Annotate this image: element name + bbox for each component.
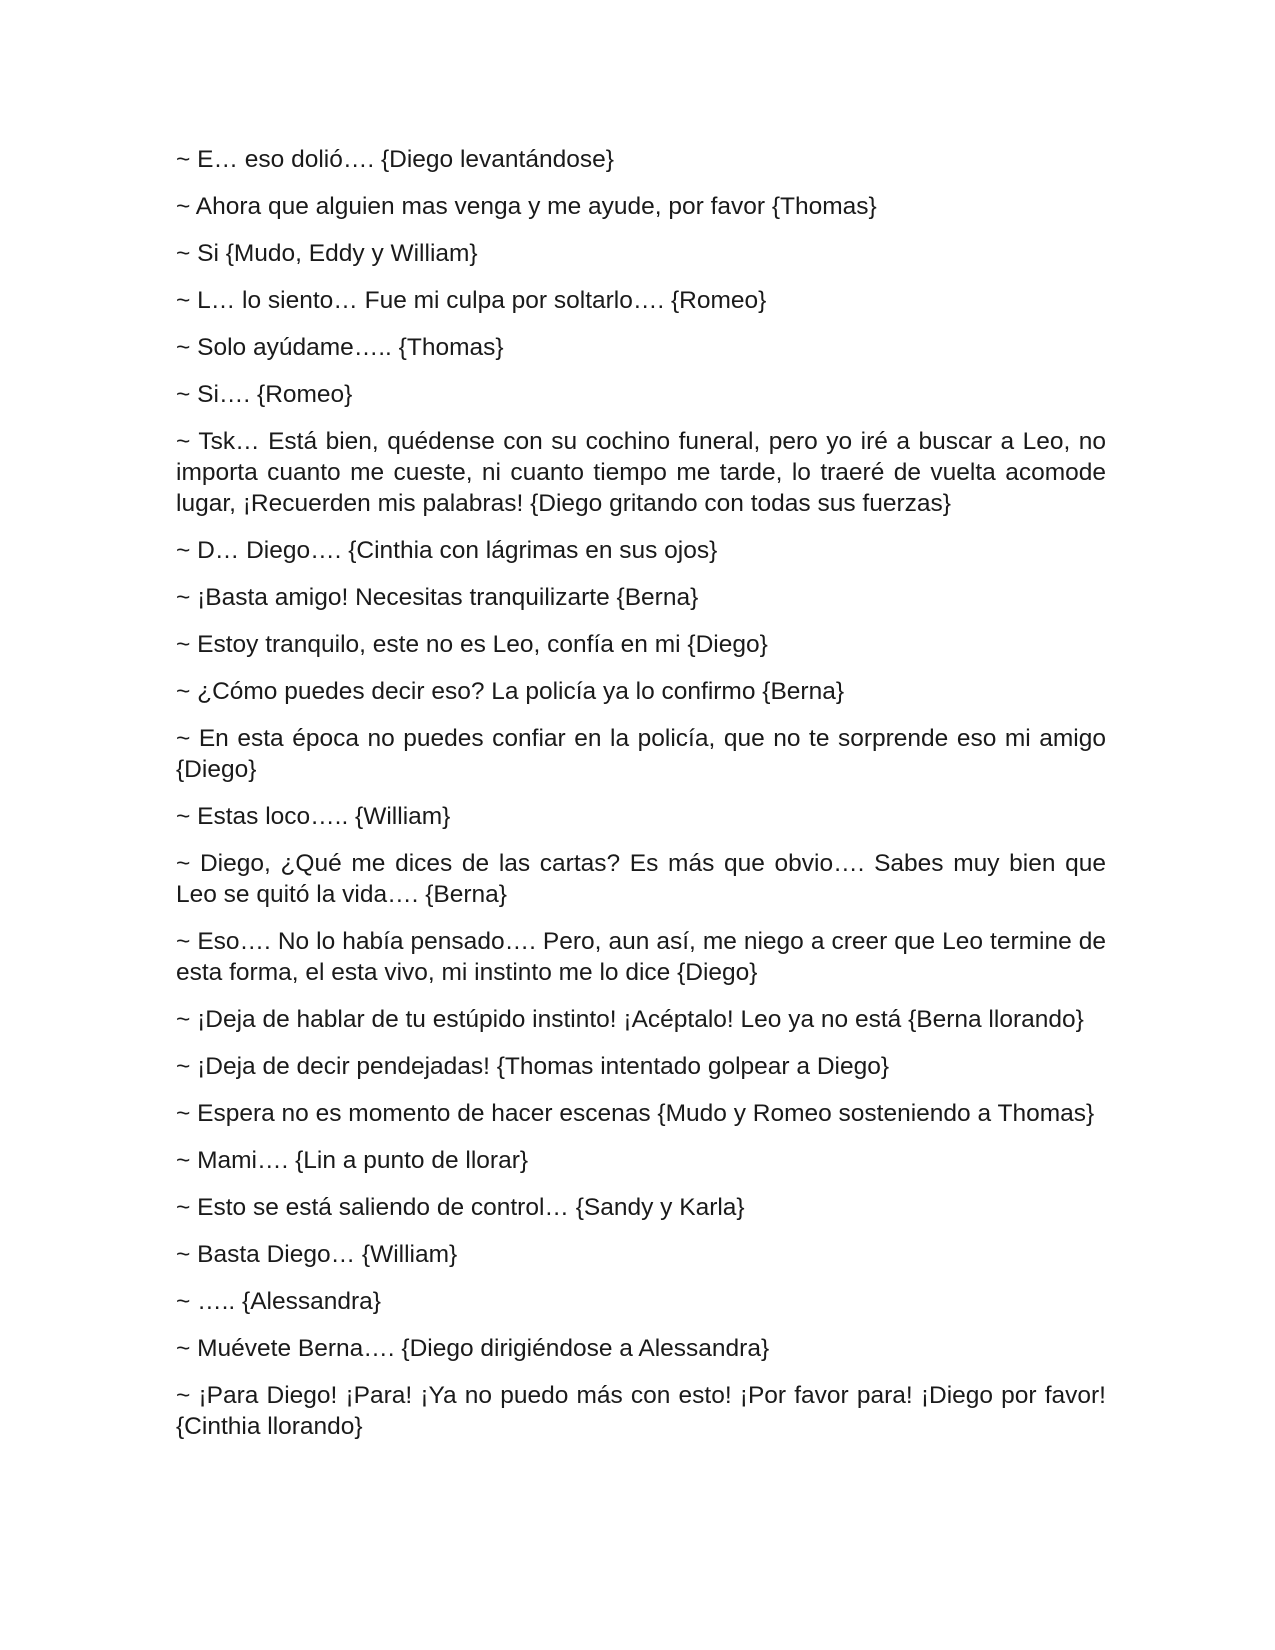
- dialogue-line: ~ Muévete Berna…. {Diego dirigiéndose a Alessandra}: [176, 1335, 770, 1362]
- dialogue-line: ~ ¡Basta amigo! Necesitas tranquilizarte {Berna}: [176, 584, 699, 611]
- dialogue-line: ~ Diego, ¿Qué me dices de las cartas? Es más que obvio…. Sabes muy bien que Leo se quitó la vida…. {Berna}: [176, 850, 1106, 908]
- dialogue-line: ~ ¿Cómo puedes decir eso? La policía ya lo confirmo {Berna}: [176, 678, 845, 705]
- dialogue-line: ~ ¡Para Diego! ¡Para! ¡Ya no puedo más con esto! ¡Por favor para! ¡Diego por favor! {Cinthia llorando}: [176, 1382, 1106, 1440]
- dialogue-line: ~ L… lo siento… Fue mi culpa por soltarlo…. {Romeo}: [176, 287, 767, 314]
- dialogue-line: ~ Estas loco….. {William}: [176, 803, 451, 830]
- dialogue-line: ~ Estoy tranquilo, este no es Leo, confía en mi {Diego}: [176, 631, 768, 658]
- dialogue-line: ~ Ahora que alguien mas venga y me ayude, por favor {Thomas}: [176, 193, 877, 220]
- dialogue-line: ~ Mami…. {Lin a punto de llorar}: [176, 1147, 529, 1174]
- dialogue-line: ~ Si…. {Romeo}: [176, 381, 353, 408]
- dialogue-line: ~ Si {Mudo, Eddy y William}: [176, 240, 478, 267]
- dialogue-line: ~ En esta época no puedes confiar en la policía, que no te sorprende eso mi amigo {Diego}: [176, 725, 1106, 783]
- dialogue-line: ~ Solo ayúdame….. {Thomas}: [176, 334, 504, 361]
- dialogue-line: ~ Basta Diego… {William}: [176, 1241, 458, 1268]
- dialogue-line: ~ E… eso dolió…. {Diego levantándose}: [176, 146, 614, 173]
- dialogue-line: ~ Esto se está saliendo de control… {Sandy y Karla}: [176, 1194, 745, 1221]
- dialogue-line: ~ ….. {Alessandra}: [176, 1288, 381, 1315]
- dialogue-line: ~ Tsk… Está bien, quédense con su cochino funeral, pero yo iré a buscar a Leo, no importa cuanto me cueste, ni cuanto tiempo me tarde, lo traeré de vuelta acomode lugar, ¡Recuerden mis palabras! {Diego gritando con todas sus fuerzas}: [176, 428, 1106, 517]
- dialogue-line: ~ ¡Deja de decir pendejadas! {Thomas intentado golpear a Diego}: [176, 1053, 890, 1080]
- dialogue-line: ~ Eso…. No lo había pensado…. Pero, aun así, me niego a creer que Leo termine de esta forma, el esta vivo, mi instinto me lo dice {Diego}: [176, 928, 1106, 986]
- dialogue-line: ~ Espera no es momento de hacer escenas {Mudo y Romeo sosteniendo a Thomas}: [176, 1100, 1095, 1127]
- dialogue-line: ~ ¡Deja de hablar de tu estúpido instinto! ¡Acéptalo! Leo ya no está {Berna llorando}: [176, 1006, 1084, 1033]
- dialogue-line: ~ D… Diego…. {Cinthia con lágrimas en sus ojos}: [176, 537, 718, 564]
- dialogue-list: [176, 144, 1106, 1458]
